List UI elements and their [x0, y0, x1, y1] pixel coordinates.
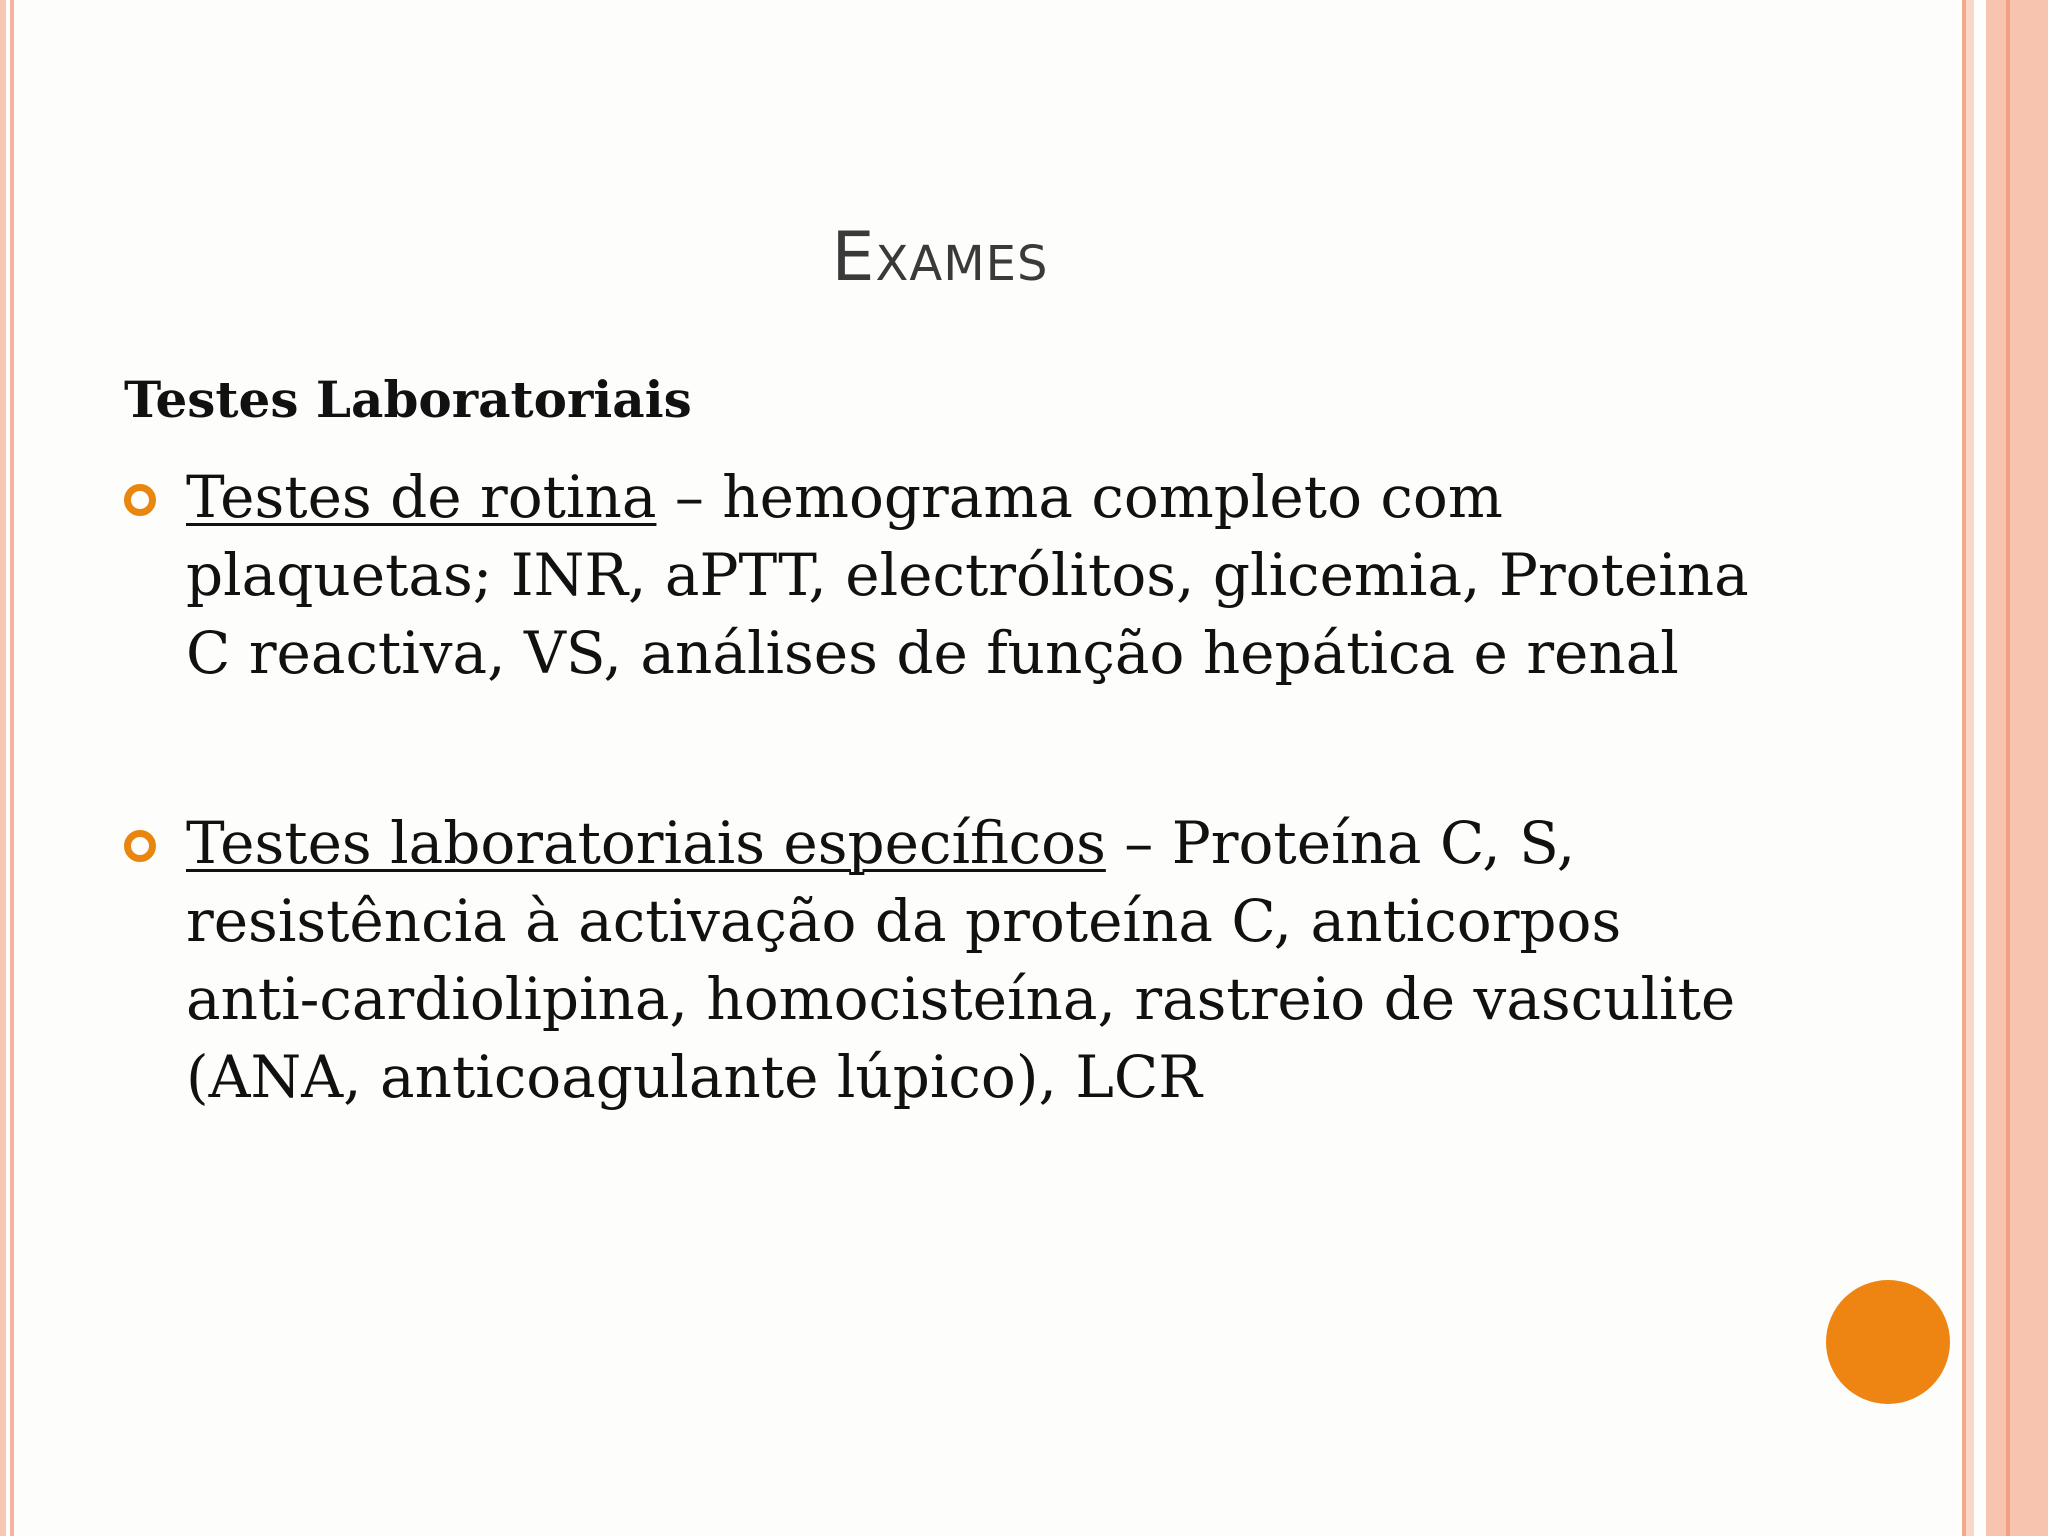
bullet-text: [186, 458, 1764, 692]
bullet-item: [124, 458, 1764, 692]
bullet-item: [124, 804, 1764, 1116]
right-border-stripe: [1966, 0, 1974, 1536]
decorative-circle-icon: [1826, 1280, 1950, 1404]
right-border-stripe: [2010, 0, 2048, 1536]
bullet-lead: Testes de rotina: [186, 463, 657, 531]
bullet-ring-icon: [124, 830, 156, 862]
bullet-body: – hemograma completo com plaquetas; INR, aPTT, electrólitos, glicemia, Proteina C reactiva, VS, análises de função hepática e renal: [186, 463, 1749, 687]
bullet-body: – Proteína C, S, resistência à activação da proteína C, anticorpos anti-cardiolipina, homocisteína, rastreio de vasculite (ANA, anticoagulante lúpico), LCR: [186, 809, 1736, 1111]
slide-title: Exames: [831, 218, 1049, 297]
right-border-stripe: [1986, 0, 2006, 1536]
bullet-ring-icon: [124, 484, 156, 516]
bullet-lead: Testes laboratoriais específicos: [186, 809, 1106, 877]
section-heading: Testes Laboratoriais: [124, 370, 692, 429]
bullet-text: [186, 804, 1764, 1116]
